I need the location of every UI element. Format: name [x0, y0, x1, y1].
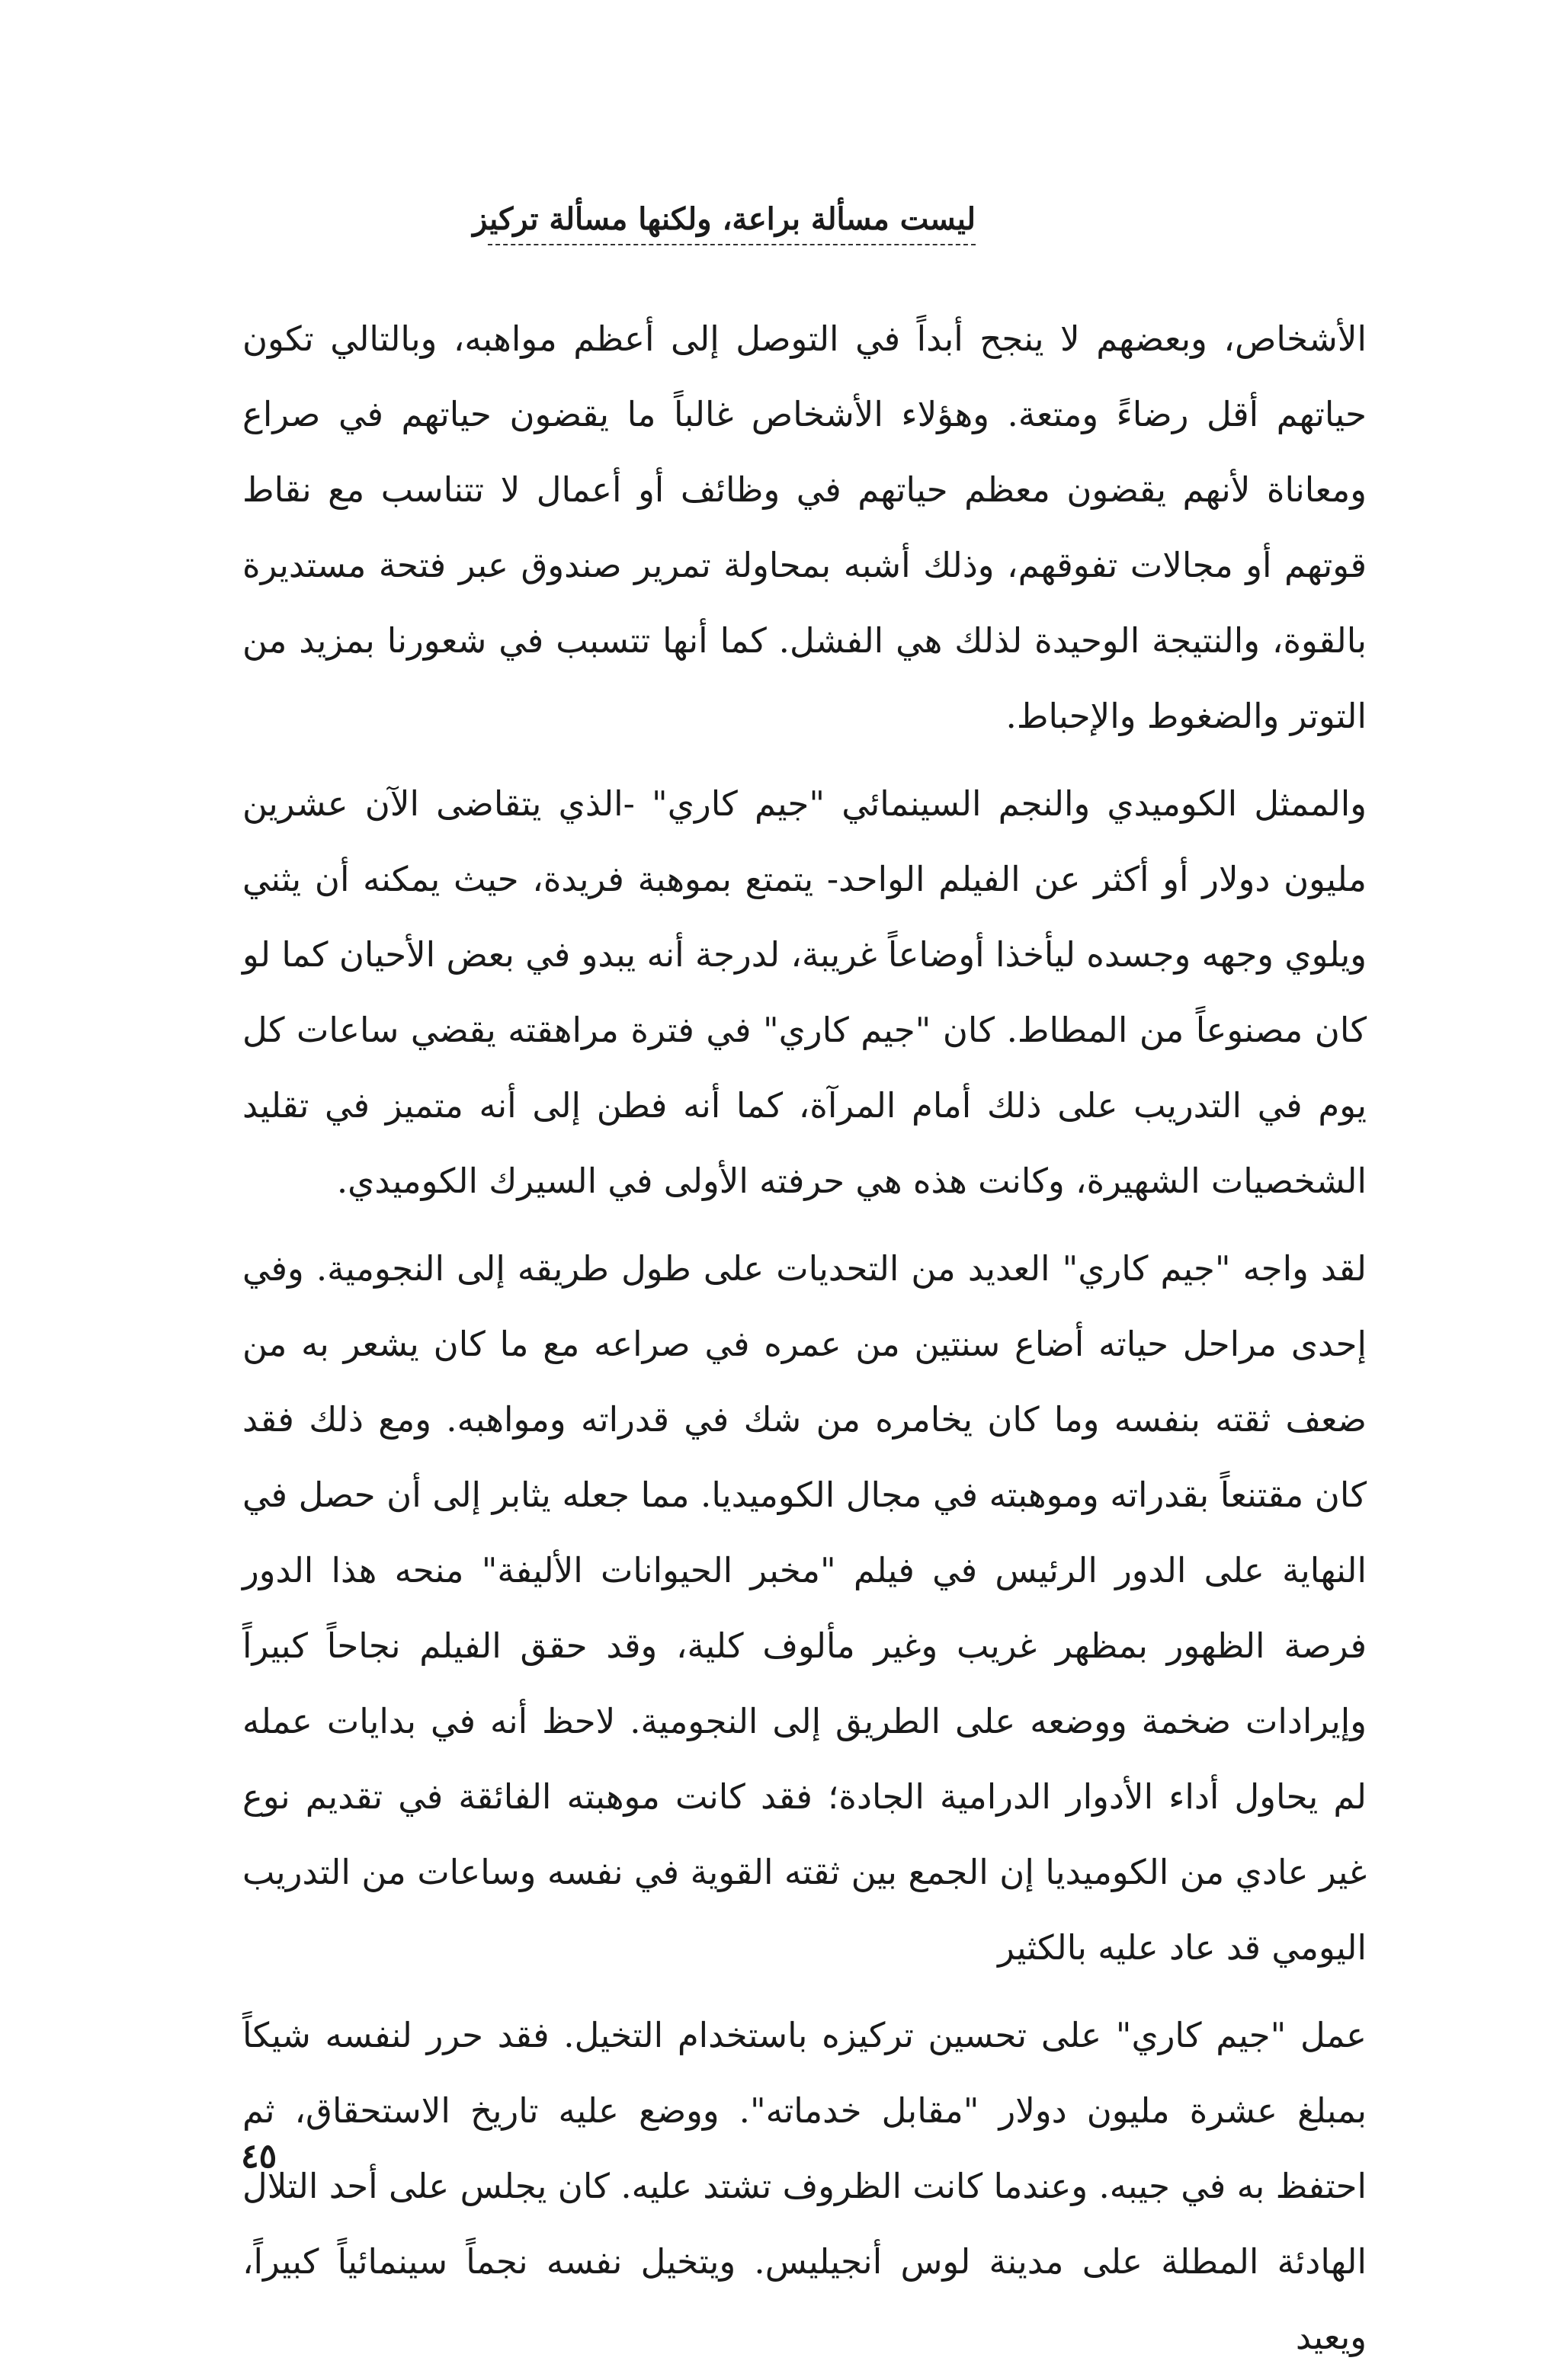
paragraph-3: لقد واجه "جيم كاري" العديد من التحديات على طول طريقه إلى النجومية. وفي إحدى مراحل حياته أضاع سنتين من عمره في صراعه مع ما كان يشعر به من ضعف ثقته بنفسه وما كان يخامره من شك في قدراته ومواهبه. ومع ذلك فقد كان مقتنعاً بقدراته وموهبته في مجال الكوميديا. مما جعله يثابر إلى أن حصل في النهاية على الدور الرئيس في فيلم "مخبر الحيوانات الأليفة" منحه هذا الدور فرصة الظهور بمظهر غريب وغير مألوف كلية، وقد حقق الفيلم نجاحاً كبيراً وإيرادات ضخمة ووضعه على الطريق إلى النجومية. لاحظ أنه في بدايات عمله لم يحاول أداء الأدوار الدرامية الجادة؛ فقد كانت موهبته الفائقة في تقديم نوع غير عادي من الكوميديا إن الجمع بين ثقته القوية في نفسه وساعات من التدريب اليومي قد عاد عليه بالكثير	[242, 1248, 1367, 1968]
body-text	[242, 301, 1367, 2375]
header-divider	[488, 244, 976, 245]
paragraph-2: والممثل الكوميدي والنجم السينمائي "جيم كاري" -الذي يتقاضى الآن عشرين مليون دولار أو أكثر عن الفيلم الواحد- يتمتع بموهبة فريدة، حيث يمكنه أن يثني ويلوي وجهه وجسده ليأخذا أوضاعاً غريبة، لدرجة أنه يبدو في بعض الأحيان كما لو كان مصنوعاً من المطاط. كان "جيم كاري" في فترة مراهقته يقضي ساعات كل يوم في التدريب على ذلك أمام المرآة، كما أنه فطن إلى أنه متميز في تقليد الشخصيات الشهيرة، وكانت هذه هي حرفته الأولى في السيرك الكوميدي.	[242, 783, 1367, 1201]
paragraph-4: عمل "جيم كاري" على تحسين تركيزه باستخدام التخيل. فقد حرر لنفسه شيكاً بمبلغ عشرة مليون دولار "مقابل خدماته". ووضع عليه تاريخ الاستحقاق، ثم احتفظ به في جيبه. وعندما كانت الظروف تشتد عليه. كان يجلس على أحد التلال الهادئة المطلة على مدينة لوس أنجيليس. ويتخيل نفسه نجماً سينمائياً كبيراً، ويعيد	[242, 2015, 1367, 2357]
paragraph-1: الأشخاص، وبعضهم لا ينجح أبداً في التوصل إلى أعظم مواهبه، وبالتالي تكون حياتهم أقل رضاءً ومتعة. وهؤلاء الأشخاص غالباً ما يقضون حياتهم في صراع ومعاناة لأنهم يقضون معظم حياتهم في وظائف أو أعمال لا تتناسب مع نقاط قوتهم أو مجالات تفوقهم، وذلك أشبه بمحاولة تمرير صندوق عبر فتحة مستديرة بالقوة، والنتيجة الوحيدة لذلك هي الفشل. كما أنها تتسبب في شعورنا بمزيد من التوتر والضغوط والإحباط.	[242, 319, 1367, 736]
page-number: ٤٥	[241, 2137, 277, 2176]
running-header-title: ليست مسألة براعة، ولكنها مسألة تركيز	[473, 201, 976, 237]
